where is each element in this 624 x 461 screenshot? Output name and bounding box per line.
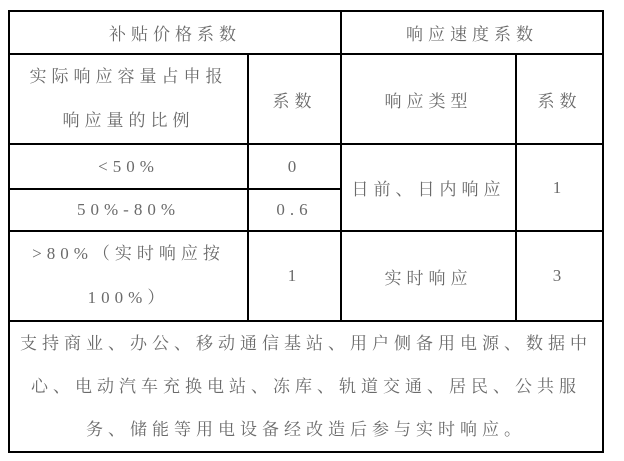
note-row	[9, 321, 603, 452]
group-header-row	[9, 11, 603, 54]
header-coefficient-right: 系数	[516, 54, 603, 144]
cell-ratio-lt50: <50%	[9, 144, 248, 189]
header-actual-response-ratio-line2: 响应量的比例	[62, 111, 195, 130]
cell-ratio-gt80-line2: 100%）	[87, 288, 170, 307]
column-header-row	[9, 54, 603, 144]
header-actual-response-ratio	[9, 54, 248, 144]
cell-type-realtime: 实时响应	[341, 231, 516, 321]
cell-coefficient-lt50: 0	[248, 144, 341, 189]
header-response-speed-coefficient: 响应速度系数	[341, 11, 603, 54]
header-coefficient-left: 系数	[248, 54, 341, 144]
cell-coefficient-realtime: 3	[516, 231, 603, 321]
note-cell: 支持商业、办公、移动通信基站、用户侧备用电源、数据中心、电动汽车充换电站、冻库、轨道交通、居民、公共服务、储能等用电设备经改造后参与实时响应。	[9, 321, 603, 452]
cell-ratio-50-80: 50%-80%	[9, 189, 248, 231]
cell-ratio-gt80	[9, 231, 248, 321]
header-subsidy-price-coefficient: 补贴价格系数	[9, 11, 341, 54]
header-actual-response-ratio-line1: 实际响应容量占申报	[29, 67, 228, 86]
table-row	[9, 144, 603, 189]
header-response-type: 响应类型	[341, 54, 516, 144]
cell-ratio-gt80-line1: >80%（实时响应按	[32, 244, 225, 263]
cell-coefficient-day-ahead-intraday: 1	[516, 144, 603, 231]
cell-type-day-ahead-intraday: 日前、日内响应	[341, 144, 516, 231]
table-row	[9, 231, 603, 321]
cell-coefficient-50-80: 0.6	[248, 189, 341, 231]
subsidy-response-coefficient-table	[8, 10, 604, 453]
cell-coefficient-gt80: 1	[248, 231, 341, 321]
